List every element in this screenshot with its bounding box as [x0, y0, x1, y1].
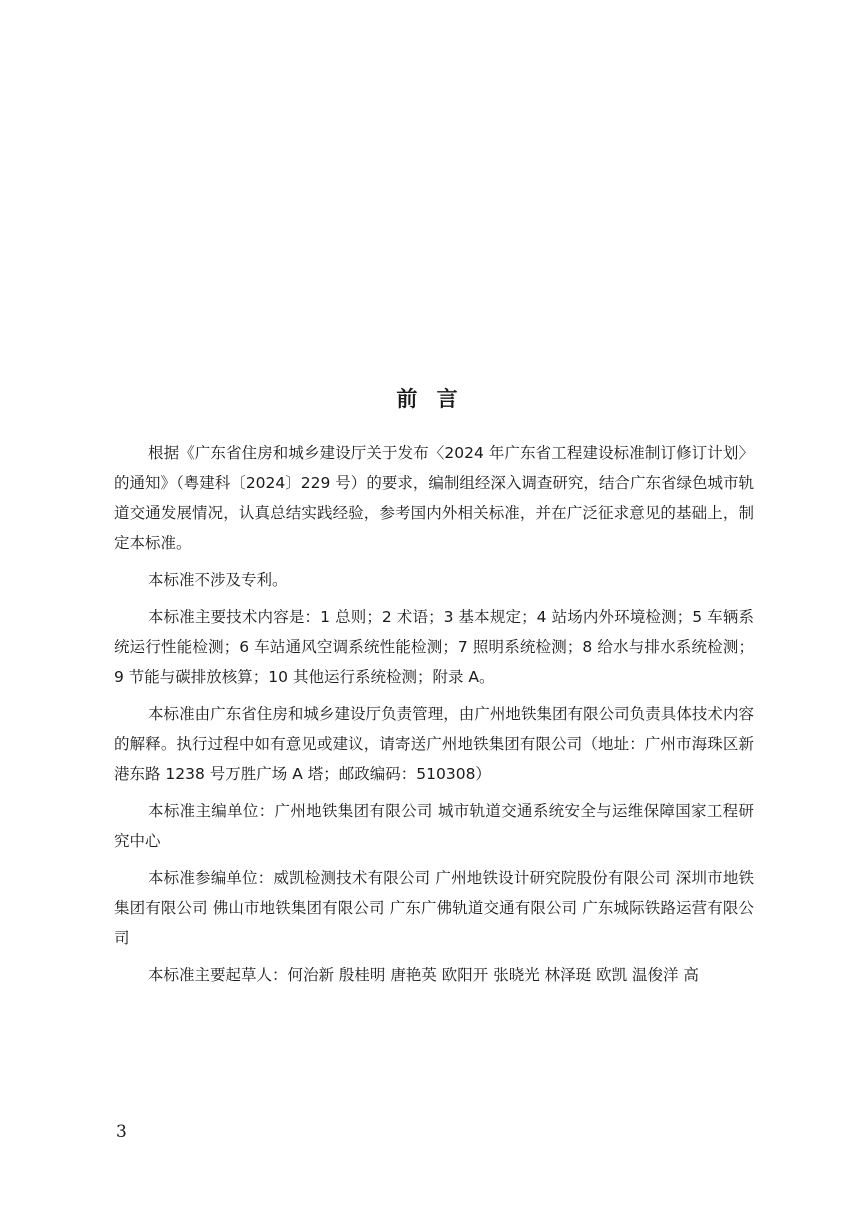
document-body — [114, 438, 754, 997]
paragraph-basis: 根据《广东省住房和城乡建设厅关于发布〈2024 年广东省工程建设标准制订修订计划〉的通知》（粤建科〔2024〕229 号）的要求，编制组经深入调查研究，结合广东省绿色城市轨道交通发展情况，认真总结实践经验，参考国内外相关标准，并在广泛征求意见的基础上，制定本标准。 — [114, 444, 754, 552]
page-title: 前 言 — [396, 387, 464, 411]
paragraph-chief-editor: 本标准主编单位：广州地铁集团有限公司 城市轨道交通系统安全与运维保障国家工程研究中心 — [114, 802, 754, 850]
paragraph-management: 本标准由广东省住房和城乡建设厅负责管理，由广州地铁集团有限公司负责具体技术内容的解释。执行过程中如有意见或建议，请寄送广州地铁集团有限公司（地址：广州市海珠区新港东路 1238 号万胜广场 A 塔；邮政编码：510308） — [114, 705, 754, 783]
paragraph-drafters: 本标准主要起草人：何治新 殷桂明 唐艳英 欧阳开 张晓光 林泽珽 欧凯 温俊洋 高 — [148, 966, 699, 984]
paragraph-contents: 本标准主要技术内容是：1 总则；2 术语；3 基本规定；4 站场内外环境检测；5 车辆系统运行性能检测；6 车站通风空调系统性能检测；7 照明系统检测；8 给水与排水系统检测；9 节能与碳排放核算；10 其他运行系统检测；附录 A。 — [114, 608, 754, 686]
paragraph-participating-units: 本标准参编单位：威凯检测技术有限公司 广州地铁设计研究院股份有限公司 深圳市地铁集团有限公司 佛山市地铁集团有限公司 广东广佛轨道交通有限公司 广东城际铁路运营有限公司 — [114, 869, 754, 947]
paragraph-patent: 本标准不涉及专利。 — [148, 571, 288, 589]
page-number: 3 — [116, 1122, 127, 1142]
